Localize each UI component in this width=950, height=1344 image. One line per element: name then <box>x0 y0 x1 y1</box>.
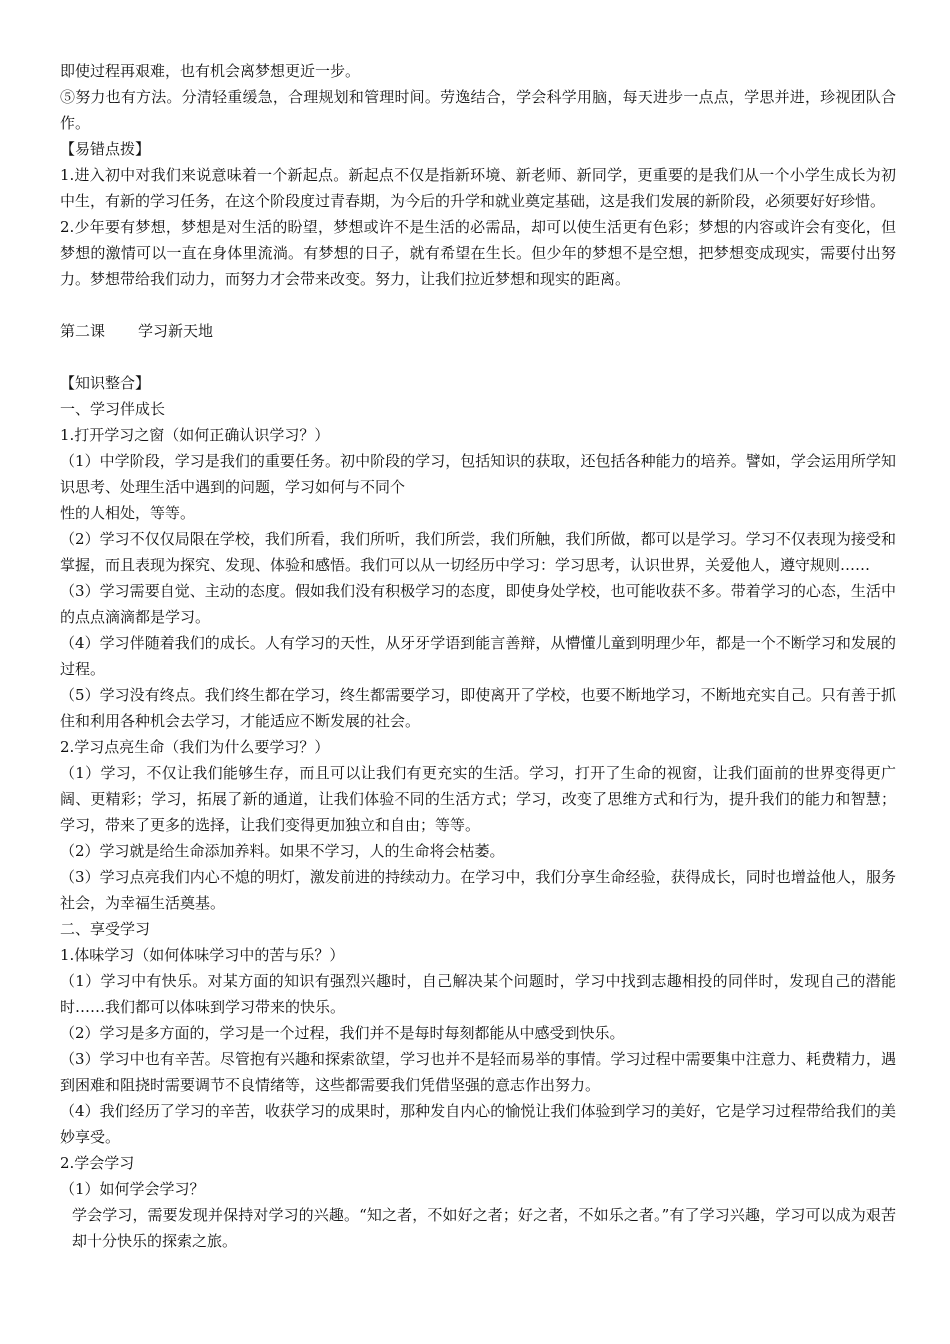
list-item: 2.少年要有梦想，梦想是对生活的盼望，梦想或许不是生活的必需品，却可以使生活更有色彩；梦想的内容或许会有变化，但梦想的激情可以一直在身体里流淌。有梦想的日子，就有希望在生长。但少年的梦想不是空想，把梦想变成现实，需要付出努力。梦想带给我们动力，而努力才会带来改变。努力，让我们拉近梦想和现实的距离。 <box>60 218 896 288</box>
subsection-title: 2.学习点亮生命（我们为什么要学习？） <box>60 738 330 756</box>
list-item: （4）学习伴随着我们的成长。人有学习的天性，从牙牙学语到能言善辩，从懵懂儿童到明理少年，都是一个不断学习和发展的过程。 <box>60 634 896 678</box>
list-item: 1.进入初中对我们来说意味着一个新起点。新起点不仅是指新环境、新老师、新同学，更重要的是我们从一个小学生成长为初中生，有新的学习任务，在这个阶段度过青春期，为今后的升学和就业奠定基础，这是我们发展的新阶段，必须要好好珍惜。 <box>60 166 896 210</box>
subsection-title: 2.学会学习 <box>60 1154 135 1172</box>
list-item: （1）中学阶段，学习是我们的重要任务。初中阶段的学习，包括知识的获取，还包括各种能力的培养。譬如，学会运用所学知识思考、处理生活中遇到的问题，学习如何与不同个 <box>60 452 896 496</box>
list-item: （4）我们经历了学习的辛苦，收获学习的成果时，那种发自内心的愉悦让我们体验到学习的美好，它是学习过程带给我们的美妙享受。 <box>60 1102 896 1146</box>
paragraph: 即使过程再艰难，也有机会离梦想更近一步。 <box>60 62 361 80</box>
question: （1）如何学会学习？ <box>60 1180 205 1198</box>
spacer <box>60 344 896 370</box>
list-item: 性的人相处，等等。 <box>60 504 196 522</box>
list-item: （2）学习不仅仅局限在学校，我们所看，我们所听，我们所尝，我们所触，我们所做，都可以是学习。学习不仅表现为接受和掌握，而且表现为探究、发现、体验和感悟。我们可以从一切经历中学习：学习思考，认识世界，关爱他人，遵守规则…… <box>60 530 896 574</box>
lesson-title <box>60 318 896 344</box>
list-item: （3）学习中也有辛苦。尽管抱有兴趣和探索欲望，学习也并不是轻而易举的事情。学习过程中需要集中注意力、耗费精力，遇到困难和阻挠时需要调节不良情绪等，这些都需要我们凭借坚强的意志作出努力。 <box>60 1050 896 1094</box>
list-item: （1）学习，不仅让我们能够生存，而且可以让我们有更充实的生活。学习，打开了生命的视窗，让我们面前的世界变得更广阔、更精彩；学习，拓展了新的通道，让我们体验不同的生活方式；学习，改变了思维方式和行为，提升我们的能力和智慧；学习，带来了更多的选择，让我们变得更加独立和自由；等等。 <box>60 764 896 834</box>
list-item: （1）学习中有快乐。对某方面的知识有强烈兴趣时，自己解决某个问题时，学习中找到志趣相投的同伴时，发现自己的潜能时……我们都可以体味到学习带来的快乐。 <box>60 972 896 1016</box>
section-title: 一、学习伴成长 <box>60 400 166 418</box>
document-page <box>60 58 896 1254</box>
subsection-title: 1.打开学习之窗（如何正确认识学习？） <box>60 426 330 444</box>
list-item: （2）学习是多方面的，学习是一个过程，我们并不是每时每刻都能从中感受到快乐。 <box>60 1024 625 1042</box>
paragraph: ⑤努力也有方法。分清轻重缓急，合理规划和管理时间。劳逸结合，学会科学用脑，每天进步一点点，学思并进，珍视团队合作。 <box>60 88 896 132</box>
lesson-name: 学习新天地 <box>138 322 214 340</box>
section-heading-mistakes: 【易错点拨】 <box>60 140 151 158</box>
list-item: （2）学习就是给生命添加养料。如果不学习，人的生命将会枯萎。 <box>60 842 505 860</box>
section-heading-knowledge: 【知识整合】 <box>60 374 151 392</box>
list-item: （3）学习需要自觉、主动的态度。假如我们没有积极学习的态度，即使身处学校，也可能收获不多。带着学习的心态，生活中的点点滴滴都是学习。 <box>60 582 896 626</box>
section-title: 二、享受学习 <box>60 920 151 938</box>
lesson-number: 第二课 <box>60 322 106 340</box>
subsection-title: 1.体味学习（如何体味学习中的苦与乐？） <box>60 946 345 964</box>
spacer <box>60 292 896 318</box>
list-item: （3）学习点亮我们内心不熄的明灯，激发前进的持续动力。在学习中，我们分享生命经验，获得成长，同时也增益他人，服务社会，为幸福生活奠基。 <box>60 868 896 912</box>
paragraph: 学会学习，需要发现并保持对学习的兴趣。“知之者，不如好之者；好之者，不如乐之者。”有了学习兴趣，学习可以成为艰苦却十分快乐的探索之旅。 <box>72 1206 896 1250</box>
list-item: （5）学习没有终点。我们终生都在学习，终生都需要学习，即使离开了学校，也要不断地学习，不断地充实自己。只有善于抓住和利用各种机会去学习，才能适应不断发展的社会。 <box>60 686 896 730</box>
